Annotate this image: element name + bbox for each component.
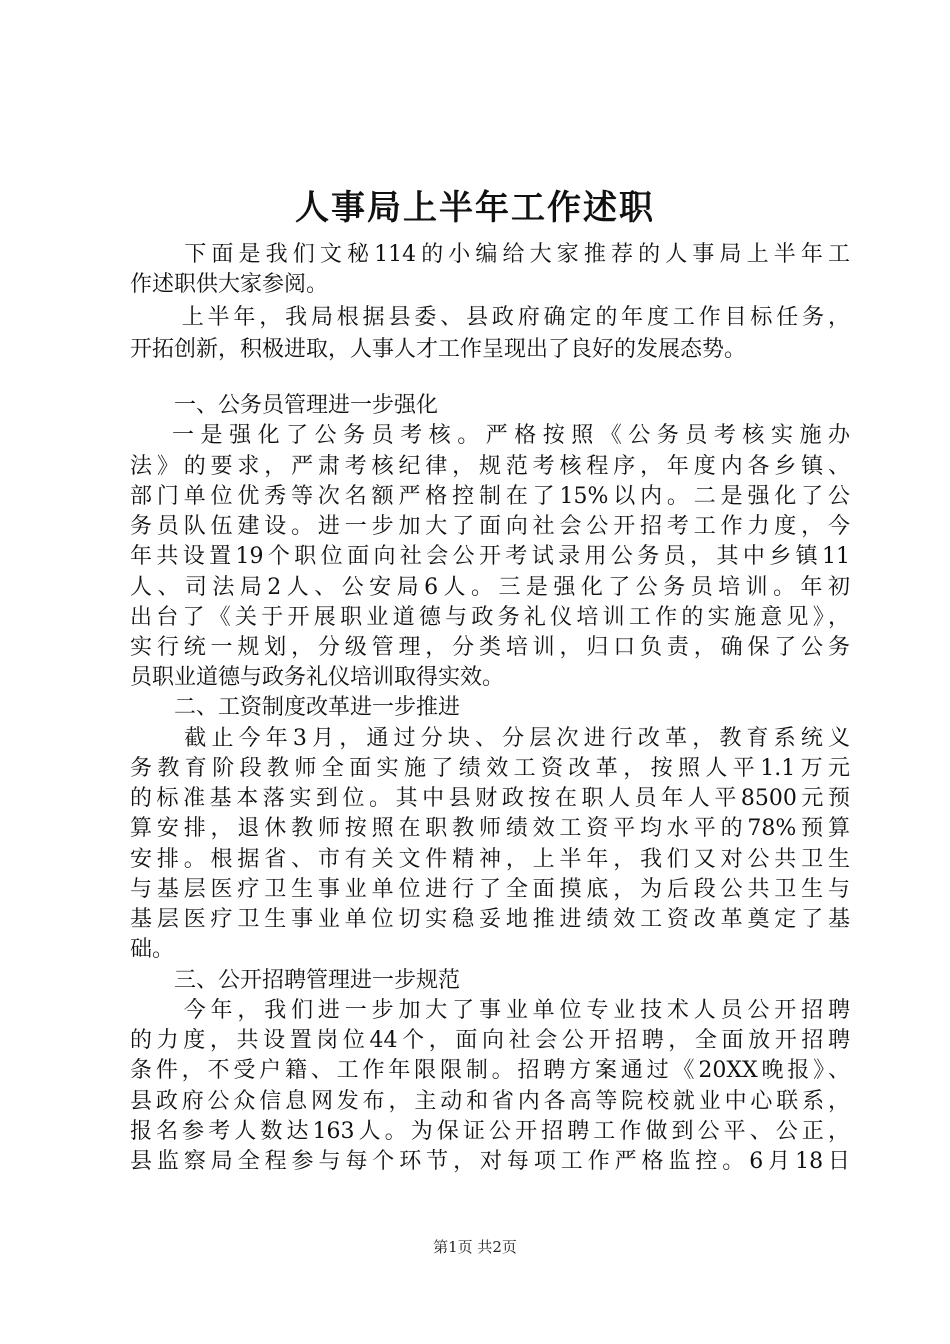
text-line: 人、司法局2人、公安局6人。三是强化了公务员培训。年初 [130,575,850,600]
text-line: 报名参考人数达163人。为保证公开招聘工作做到公平、公正， [130,1119,850,1144]
text-line: 础。 [130,937,175,962]
section-heading: 二、工资制度改革进一步推进 [130,695,461,720]
text-line: 与基层医疗卫生事业单位进行了全面摸底，为后段公共卫生与 [130,877,850,902]
text-line: 上半年，我局根据县委、县政府确定的年度工作目标任务， [130,305,850,330]
text-line: 条件，不受户籍、工作年限限制。招聘方案通过《20XX晚报》、 [130,1058,850,1083]
text-line: 员职业道德与政务礼仪培训取得实效。 [130,665,505,690]
text-line: 截止今年3月，通过分块、分层次进行改革，教育系统义 [130,726,850,751]
text-line: 安排。根据省、市有关文件精神，上半年，我们又对公共卫生 [130,847,850,872]
text-line: 出台了《关于开展职业道德与政务礼仪培训工作的实施意见》， [130,605,850,630]
text-line: 务员队伍建设。进一步加大了面向社会公开招考工作力度，今 [130,514,850,539]
text-line: 基层医疗卫生事业单位切实稳妥地推进绩效工资改革奠定了基 [130,907,850,932]
text-line: 务教育阶段教师全面实施了绩效工资改革，按照人平1.1万元 [130,756,850,781]
text-line: 算安排，退休教师按照在职教师绩效工资平均水平的78%预算 [130,816,850,841]
text-line: 下面是我们文秘114的小编给大家推荐的人事局上半年工 [130,242,850,267]
text-line: 开拓创新，积极进取，人事人才工作呈现出了良好的发展态势。 [130,337,747,362]
document-title: 人事局上半年工作述职 [295,188,655,228]
section-heading: 一、公务员管理进一步强化 [130,393,439,418]
text-line: 县政府公众信息网发布，主动和省内各高等院校就业中心联系， [130,1089,850,1114]
page-footer: 第1页 共2页 [433,1238,517,1256]
text-line: 实行统一规划，分级管理，分类培训，归口负责，确保了公务 [130,635,850,660]
text-line: 县监察局全程参与每个环节，对每项工作严格监控。6月18日 [130,1149,850,1174]
text-line: 的标准基本落实到位。其中县财政按在职人员年人平8500元预 [130,786,850,811]
text-line: 的力度，共设置岗位44个，面向社会公开招聘，全面放开招聘 [130,1028,850,1053]
text-line: 部门单位优秀等次名额严格控制在了15%以内。二是强化了公 [130,484,850,509]
text-line: 法》的要求，严肃考核纪律，规范考核程序，年度内各乡镇、 [130,454,850,479]
text-line: 年共设置19个职位面向社会公开考试录用公务员，其中乡镇11 [130,544,850,569]
text-line: 一是强化了公务员考核。严格按照《公务员考核实施办 [130,423,850,448]
text-line: 作述职供大家参阅。 [130,272,329,297]
text-line: 今年，我们进一步加大了事业单位专业技术人员公开招聘 [130,998,850,1023]
section-heading: 三、公开招聘管理进一步规范 [130,968,461,993]
